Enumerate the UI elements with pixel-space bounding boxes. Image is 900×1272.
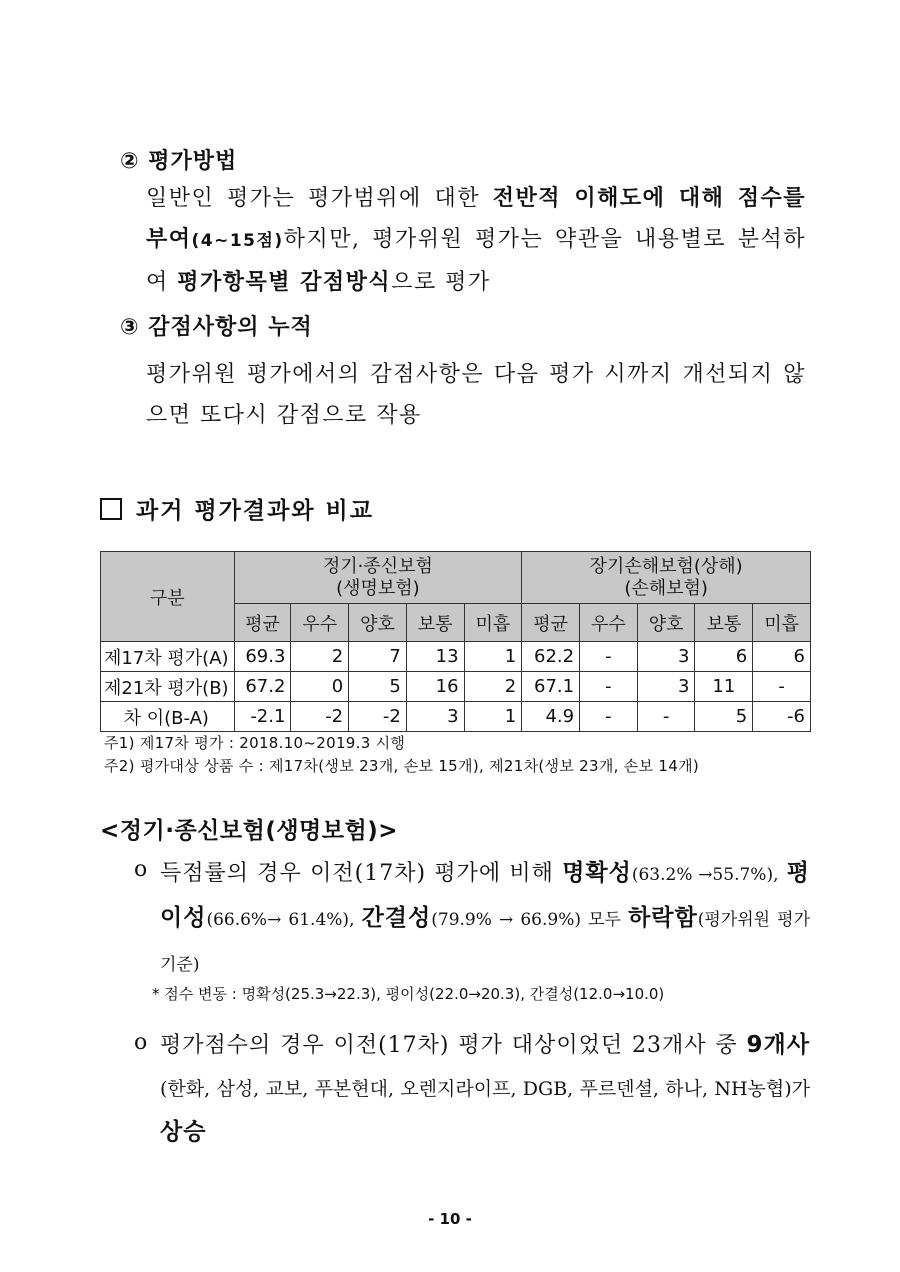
bullet-marker: o: [134, 1030, 148, 1055]
life-insurance-heading: <정기·종신보험(생명보험)>: [100, 818, 398, 844]
table-cell: 3: [406, 702, 464, 732]
comparison-table: [100, 551, 811, 732]
table-cell: 6: [753, 642, 811, 672]
table-cell: 2: [464, 672, 522, 702]
table-cell: 2: [291, 642, 349, 672]
table-cell: 69.3: [234, 642, 291, 672]
table-cell: 11: [695, 672, 753, 702]
subheader-cell: 우수: [580, 604, 638, 642]
table-cell: 4.9: [522, 702, 580, 732]
table-cell: -: [637, 702, 695, 732]
bullet-score-rate: 득점률의 경우 이전(17차) 평가에 비해 명확성(63.2% →55.7%), 평이성(66.6%→ 61.4%), 간결성(79.9% → 66.9%) 모두 하락함(평가위원 평가 기준): [160, 860, 811, 975]
table-cell: -2: [349, 702, 407, 732]
table-cell: 3: [637, 672, 695, 702]
table-cell: -: [580, 642, 638, 672]
subheader-cell: 미흡: [753, 604, 811, 642]
comparison-heading: 과거 평가결과와 비교: [100, 492, 374, 525]
table-cell: 1: [464, 642, 522, 672]
table-cell: 67.1: [522, 672, 580, 702]
subheader-cell: 미흡: [464, 604, 522, 642]
score-change-note: * 점수 변동 : 명확성(25.3→22.3), 평이성(22.0→20.3), 간결성(12.0→10.0): [152, 985, 665, 1003]
table-cell: 62.2: [522, 642, 580, 672]
row-label: 제21차 평가(B): [101, 672, 235, 702]
table-cell: 16: [406, 672, 464, 702]
table-cell: 5: [349, 672, 407, 702]
table-note-1: 주1) 제17차 평가 : 2018.10~2019.3 시행: [104, 734, 406, 752]
method-paragraph: 일반인 평가는 평가범위에 대한 전반적 이해도에 대해 점수를 부여(4~15점)하지만, 평가위원 평가는 약관을 내용별로 분석하여 평가항목별 감점방식으로 평가: [146, 186, 806, 295]
table-cell: -6: [753, 702, 811, 732]
accumulation-paragraph: 평가위원 평가에서의 감점사항은 다음 평가 시까지 개선되지 않으면 또다시 감점으로 작용: [146, 362, 806, 428]
subheader-cell: 평균: [522, 604, 580, 642]
subheader-cell: 보통: [406, 604, 464, 642]
group-header-nonlife: 장기손해보험(상해) (손해보험): [522, 552, 811, 604]
table-cell: 7: [349, 642, 407, 672]
row-label: 차 이(B-A): [101, 702, 235, 732]
table-cell: 5: [695, 702, 753, 732]
page-number: - 10 -: [428, 1210, 472, 1228]
table-row: [101, 642, 811, 672]
table-cell: -: [580, 672, 638, 702]
table-corner-header: 구분: [101, 552, 235, 642]
section-heading-accumulation: ③ 감점사항의 누적: [120, 315, 313, 340]
subheader-cell: 평균: [234, 604, 291, 642]
subheader-cell: 양호: [637, 604, 695, 642]
table-cell: -: [580, 702, 638, 732]
bullet-marker: o: [134, 857, 148, 882]
subheader-cell: 양호: [349, 604, 407, 642]
table-cell: -: [753, 672, 811, 702]
subheader-cell: 보통: [695, 604, 753, 642]
table-note-2: 주2) 평가대상 상품 수 : 제17차(생보 23개, 손보 15개), 제21차(생보 23개, 손보 14개): [104, 757, 700, 775]
checkbox-square-icon: [100, 498, 122, 520]
table-row: [101, 672, 811, 702]
table-cell: 6: [695, 642, 753, 672]
table-cell: -2.1: [234, 702, 291, 732]
subheader-cell: 우수: [291, 604, 349, 642]
bullet-score-increase: 평가점수의 경우 이전(17차) 평가 대상이었던 23개사 중 9개사(한화, 삼성, 교보, 푸본현대, 오렌지라이프, DGB, 푸르덴셜, 하나, NH농협)가 상승: [160, 1032, 810, 1145]
table-cell: 0: [291, 672, 349, 702]
table-row: [101, 702, 811, 732]
group-header-life: 정기·종신보험 (생명보험): [234, 552, 522, 604]
row-label: 제17차 평가(A): [101, 642, 235, 672]
table-cell: 67.2: [234, 672, 291, 702]
table-cell: 13: [406, 642, 464, 672]
section-heading-method: ② 평가방법: [120, 149, 238, 174]
table-cell: -2: [291, 702, 349, 732]
table-cell: 1: [464, 702, 522, 732]
table-cell: 3: [637, 642, 695, 672]
